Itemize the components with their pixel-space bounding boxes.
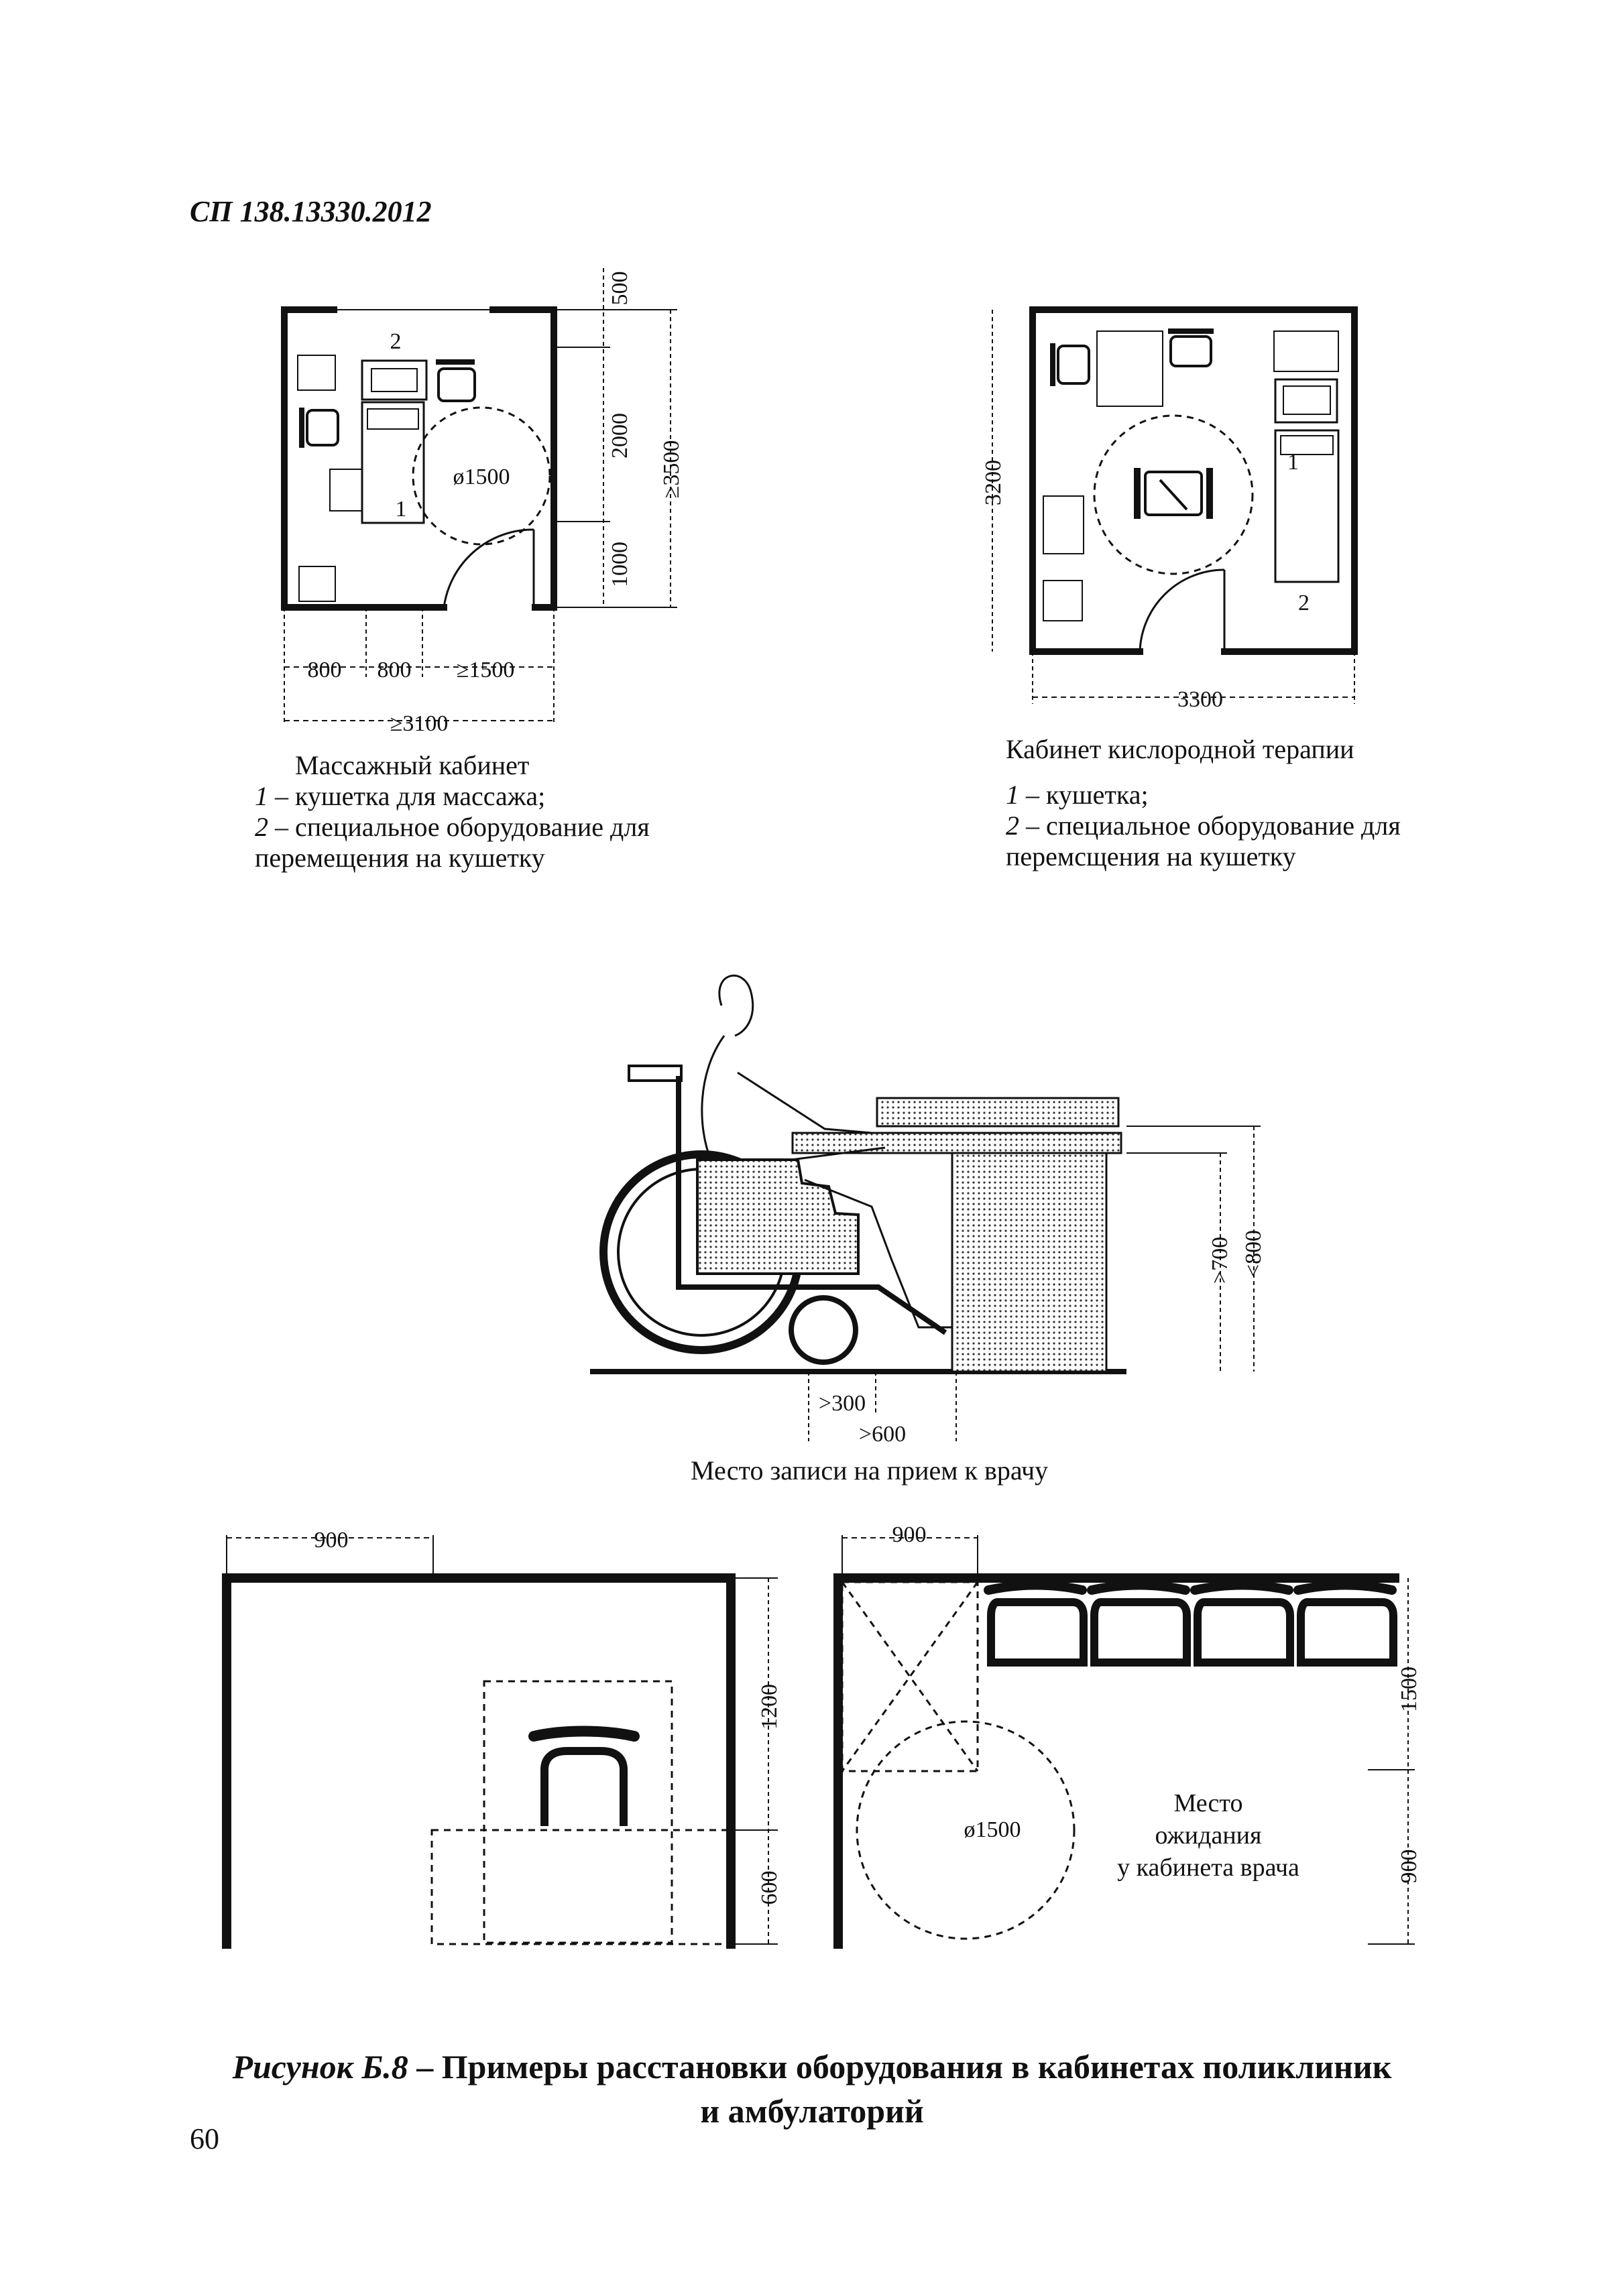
clearance-zone bbox=[484, 1681, 672, 1943]
door-swing bbox=[444, 530, 534, 607]
reception-elevation bbox=[590, 975, 1266, 1447]
dim-800: <800 bbox=[1241, 1229, 1266, 1278]
waiting-label-1: Место bbox=[1173, 1789, 1243, 1817]
caster-wheel bbox=[791, 1298, 856, 1362]
dim-3500: ≥3500 bbox=[659, 440, 684, 499]
oxygen-couch bbox=[1275, 430, 1338, 582]
chair bbox=[534, 1732, 634, 1827]
dim-3100: ≥3100 bbox=[390, 711, 449, 736]
page-number: 60 bbox=[190, 2122, 219, 2155]
desk bbox=[1097, 331, 1163, 406]
massage-room-item-1: 1 – кушетка для массажа; bbox=[255, 781, 546, 811]
push-handle bbox=[629, 1066, 681, 1081]
dim-800-a: 800 bbox=[307, 658, 342, 682]
dim-300: >300 bbox=[818, 1391, 866, 1416]
dim-2000: 2000 bbox=[607, 413, 632, 459]
wheelchair-top-view bbox=[1137, 468, 1210, 519]
dim-900: 900 bbox=[314, 1528, 349, 1553]
dim-900-side: 900 bbox=[1397, 1849, 1422, 1884]
dim-600: >600 bbox=[858, 1422, 907, 1447]
sink bbox=[1043, 581, 1082, 621]
dim-700: >700 bbox=[1208, 1236, 1232, 1284]
cabinet bbox=[298, 355, 335, 390]
figure-caption-line-2: и амбулаторий bbox=[700, 2092, 924, 2130]
sink bbox=[299, 566, 335, 601]
massage-couch bbox=[362, 402, 424, 523]
dim-1200: 1200 bbox=[757, 1684, 782, 1730]
dim-600: 600 bbox=[757, 1870, 782, 1905]
marker-2: 2 bbox=[1298, 591, 1310, 615]
figure-caption bbox=[0, 2045, 1624, 2133]
dim-1500: 1500 bbox=[1397, 1667, 1422, 1712]
waiting-label-2: ожидания bbox=[1155, 1821, 1262, 1850]
stool bbox=[330, 469, 362, 511]
circle-label: ø1500 bbox=[453, 465, 510, 489]
writing-shelf bbox=[793, 1133, 1121, 1153]
door-swing bbox=[1140, 570, 1224, 652]
marker-2: 2 bbox=[390, 329, 402, 354]
seat-back bbox=[697, 1160, 858, 1274]
cabinet bbox=[1274, 331, 1338, 371]
massage-room-item-2-cont: перемещения на кушетку bbox=[255, 843, 545, 873]
oxygen-room-item-1: 1 – кушетка; bbox=[1006, 780, 1149, 810]
massage-room-title: Массажный кабинет bbox=[295, 750, 530, 780]
dim-1000: 1000 bbox=[607, 542, 632, 587]
document-code: СП 138.13330.2012 bbox=[190, 195, 432, 228]
circle-label: ø1500 bbox=[964, 1817, 1021, 1842]
dim-900-top: 900 bbox=[892, 1522, 927, 1547]
dim-3300: 3300 bbox=[1177, 687, 1223, 712]
waiting-chairs bbox=[988, 1585, 1393, 1663]
waiting-label-3: у кабинета врача bbox=[1117, 1854, 1299, 1882]
counter-top bbox=[877, 1098, 1118, 1126]
oxygen-room-item-2: 2 – специальное оборудование для bbox=[1006, 810, 1401, 841]
oxygen-room-title: Кабинет кислородной терапии bbox=[1006, 734, 1354, 764]
marker-1: 1 bbox=[395, 497, 407, 522]
counter bbox=[952, 1152, 1106, 1372]
oxygen-room-item-2-cont: перемсщения на кушетку bbox=[1006, 841, 1296, 871]
massage-room-plan bbox=[284, 268, 684, 736]
massage-room-item-2: 2 – специальное оборудование для bbox=[255, 812, 650, 842]
waiting-area-plan bbox=[838, 1522, 1422, 1944]
office-plan bbox=[227, 1528, 782, 1944]
marker-1: 1 bbox=[1287, 450, 1299, 475]
oxygen-room-plan bbox=[981, 310, 1354, 712]
figure-caption-line-1: Рисунок Б.8 – Примеры расстановки оборудования в кабинетах поликлиник bbox=[232, 2048, 1392, 2086]
dim-1500: ≥1500 bbox=[456, 658, 515, 682]
dim-500: 500 bbox=[607, 271, 632, 306]
desk-outline bbox=[432, 1830, 731, 1944]
dim-3200: 3200 bbox=[981, 460, 1006, 505]
reception-title: Место записи на прием к врачу bbox=[691, 1455, 1049, 1486]
dim-800-b: 800 bbox=[377, 658, 412, 682]
cabinet-low bbox=[1043, 496, 1084, 554]
